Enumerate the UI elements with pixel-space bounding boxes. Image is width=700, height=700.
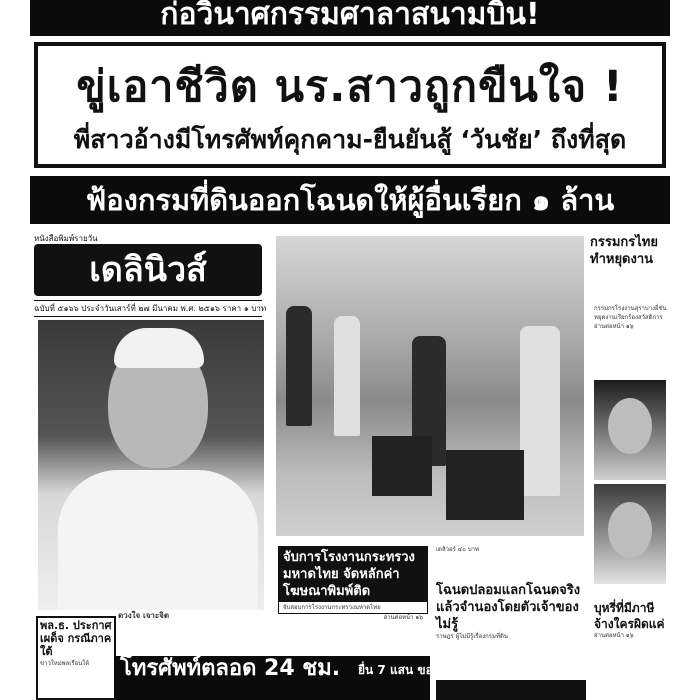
bottom-right-photo bbox=[436, 680, 586, 700]
portrait-man-1 bbox=[594, 380, 666, 480]
portrait-man-2 bbox=[594, 484, 666, 584]
main-headline-box bbox=[34, 42, 666, 168]
nurse-cap bbox=[114, 328, 204, 368]
story-fake-deed-body: ราษฎร ผู้ไม่มีรู้เรื่องกรมที่ดิน bbox=[436, 633, 508, 640]
story-south-headline: พล.ธ. ประกาศเผด็จ กรณีภาคใต้ bbox=[40, 619, 112, 658]
portrait-photo bbox=[38, 320, 264, 610]
figure-officer bbox=[286, 306, 312, 426]
bottom-headline: โทรศัพท์ตลอด 24 ชม. bbox=[120, 656, 341, 681]
figure-woman bbox=[334, 316, 360, 436]
story-south-body: ข่าวใหม่พลเรือนใต้ bbox=[40, 660, 90, 667]
right-column-body bbox=[594, 304, 668, 331]
photo1-caption bbox=[118, 612, 268, 620]
secondary-headline-bar bbox=[30, 176, 670, 224]
story-ministry-ref: อ่านต่อหน้า ๑๖ bbox=[383, 614, 423, 621]
story-ministry-headline: จับการโรงงานกระทรวงมหาดไทย จัดหลักค่าโฆษณาพิมพ์ติด bbox=[279, 547, 427, 602]
main-headline: ขู่เอาชีวิต นร.สาวถูกขืนใจ ! bbox=[76, 62, 624, 112]
story-label: เดลิวอร์ ๔๐ บาท bbox=[436, 546, 479, 553]
offering-table-left bbox=[372, 436, 432, 496]
bottom-mid-box bbox=[354, 660, 466, 700]
masthead-logo: เดลินิวส์ bbox=[34, 244, 262, 296]
top-headline-bar bbox=[30, 0, 670, 36]
story-south bbox=[36, 616, 116, 700]
right-column-text: กรรมกรโรงงานสุราบางยี่ขัน หยุดงานเรียกร้องสวัสดิการ bbox=[594, 305, 667, 321]
figure-lady bbox=[520, 326, 560, 496]
portrait-shirt bbox=[58, 470, 258, 610]
face-2 bbox=[608, 502, 652, 558]
ceremony-photo bbox=[276, 236, 584, 536]
offering-table-right bbox=[446, 450, 524, 520]
sub-headline: พี่สาวอ้างมีโทรศัพท์คุกคาม-ยืนยันสู้ ‘วันชัย’ ถึงที่สุด bbox=[73, 125, 627, 154]
story-cigarette-ref: อ่านต่อหน้า ๑๖ bbox=[594, 632, 634, 639]
story-ministry bbox=[278, 546, 428, 621]
bottom-mid-headline: ยื่น 7 แสน ขอเกียรติ bbox=[358, 663, 466, 677]
top-headline: ก่อวินาศกรรมศาลาสนามบิน! bbox=[160, 0, 540, 32]
story-cigarette-headline: บุหรี่ที่มีภาษี จ้างใครผิดแค่ bbox=[594, 601, 665, 631]
masthead-dateline: ฉบับที่ ๕๑๖๖ ประจำวันเสาร์ที่ ๒๗ มีนาคม พ.ศ. ๒๕๑๖ ราคา ๑ บาท bbox=[34, 300, 262, 317]
secondary-headline: ฟ้องกรมที่ดินออกโฉนดให้ผู้อื่นเรียก ๑ ล้าน bbox=[85, 183, 615, 217]
story-fake-deed-headline: โฉนดปลอมแลกโฉนดจริง แล้วจำนองโดยตัวเจ้าของไม่รู้ bbox=[436, 583, 581, 632]
photo1-caption-title: ดวงใจ เจาะจิต bbox=[118, 611, 170, 620]
right-column-headline: กรรมกรไทยทำหยุดงาน bbox=[590, 235, 658, 267]
story-cigarette bbox=[594, 600, 668, 640]
masthead-tag: หนังสือพิมพ์รายวัน bbox=[34, 234, 98, 243]
story-fake-deed bbox=[436, 582, 586, 658]
story-ministry-body: จับสอบการโรงงานกระทรวงมหาดไทย bbox=[283, 604, 381, 611]
face-1 bbox=[608, 398, 652, 454]
right-column-page-ref: อ่านต่อหน้า ๑๖ bbox=[594, 323, 634, 330]
masthead bbox=[30, 228, 266, 318]
